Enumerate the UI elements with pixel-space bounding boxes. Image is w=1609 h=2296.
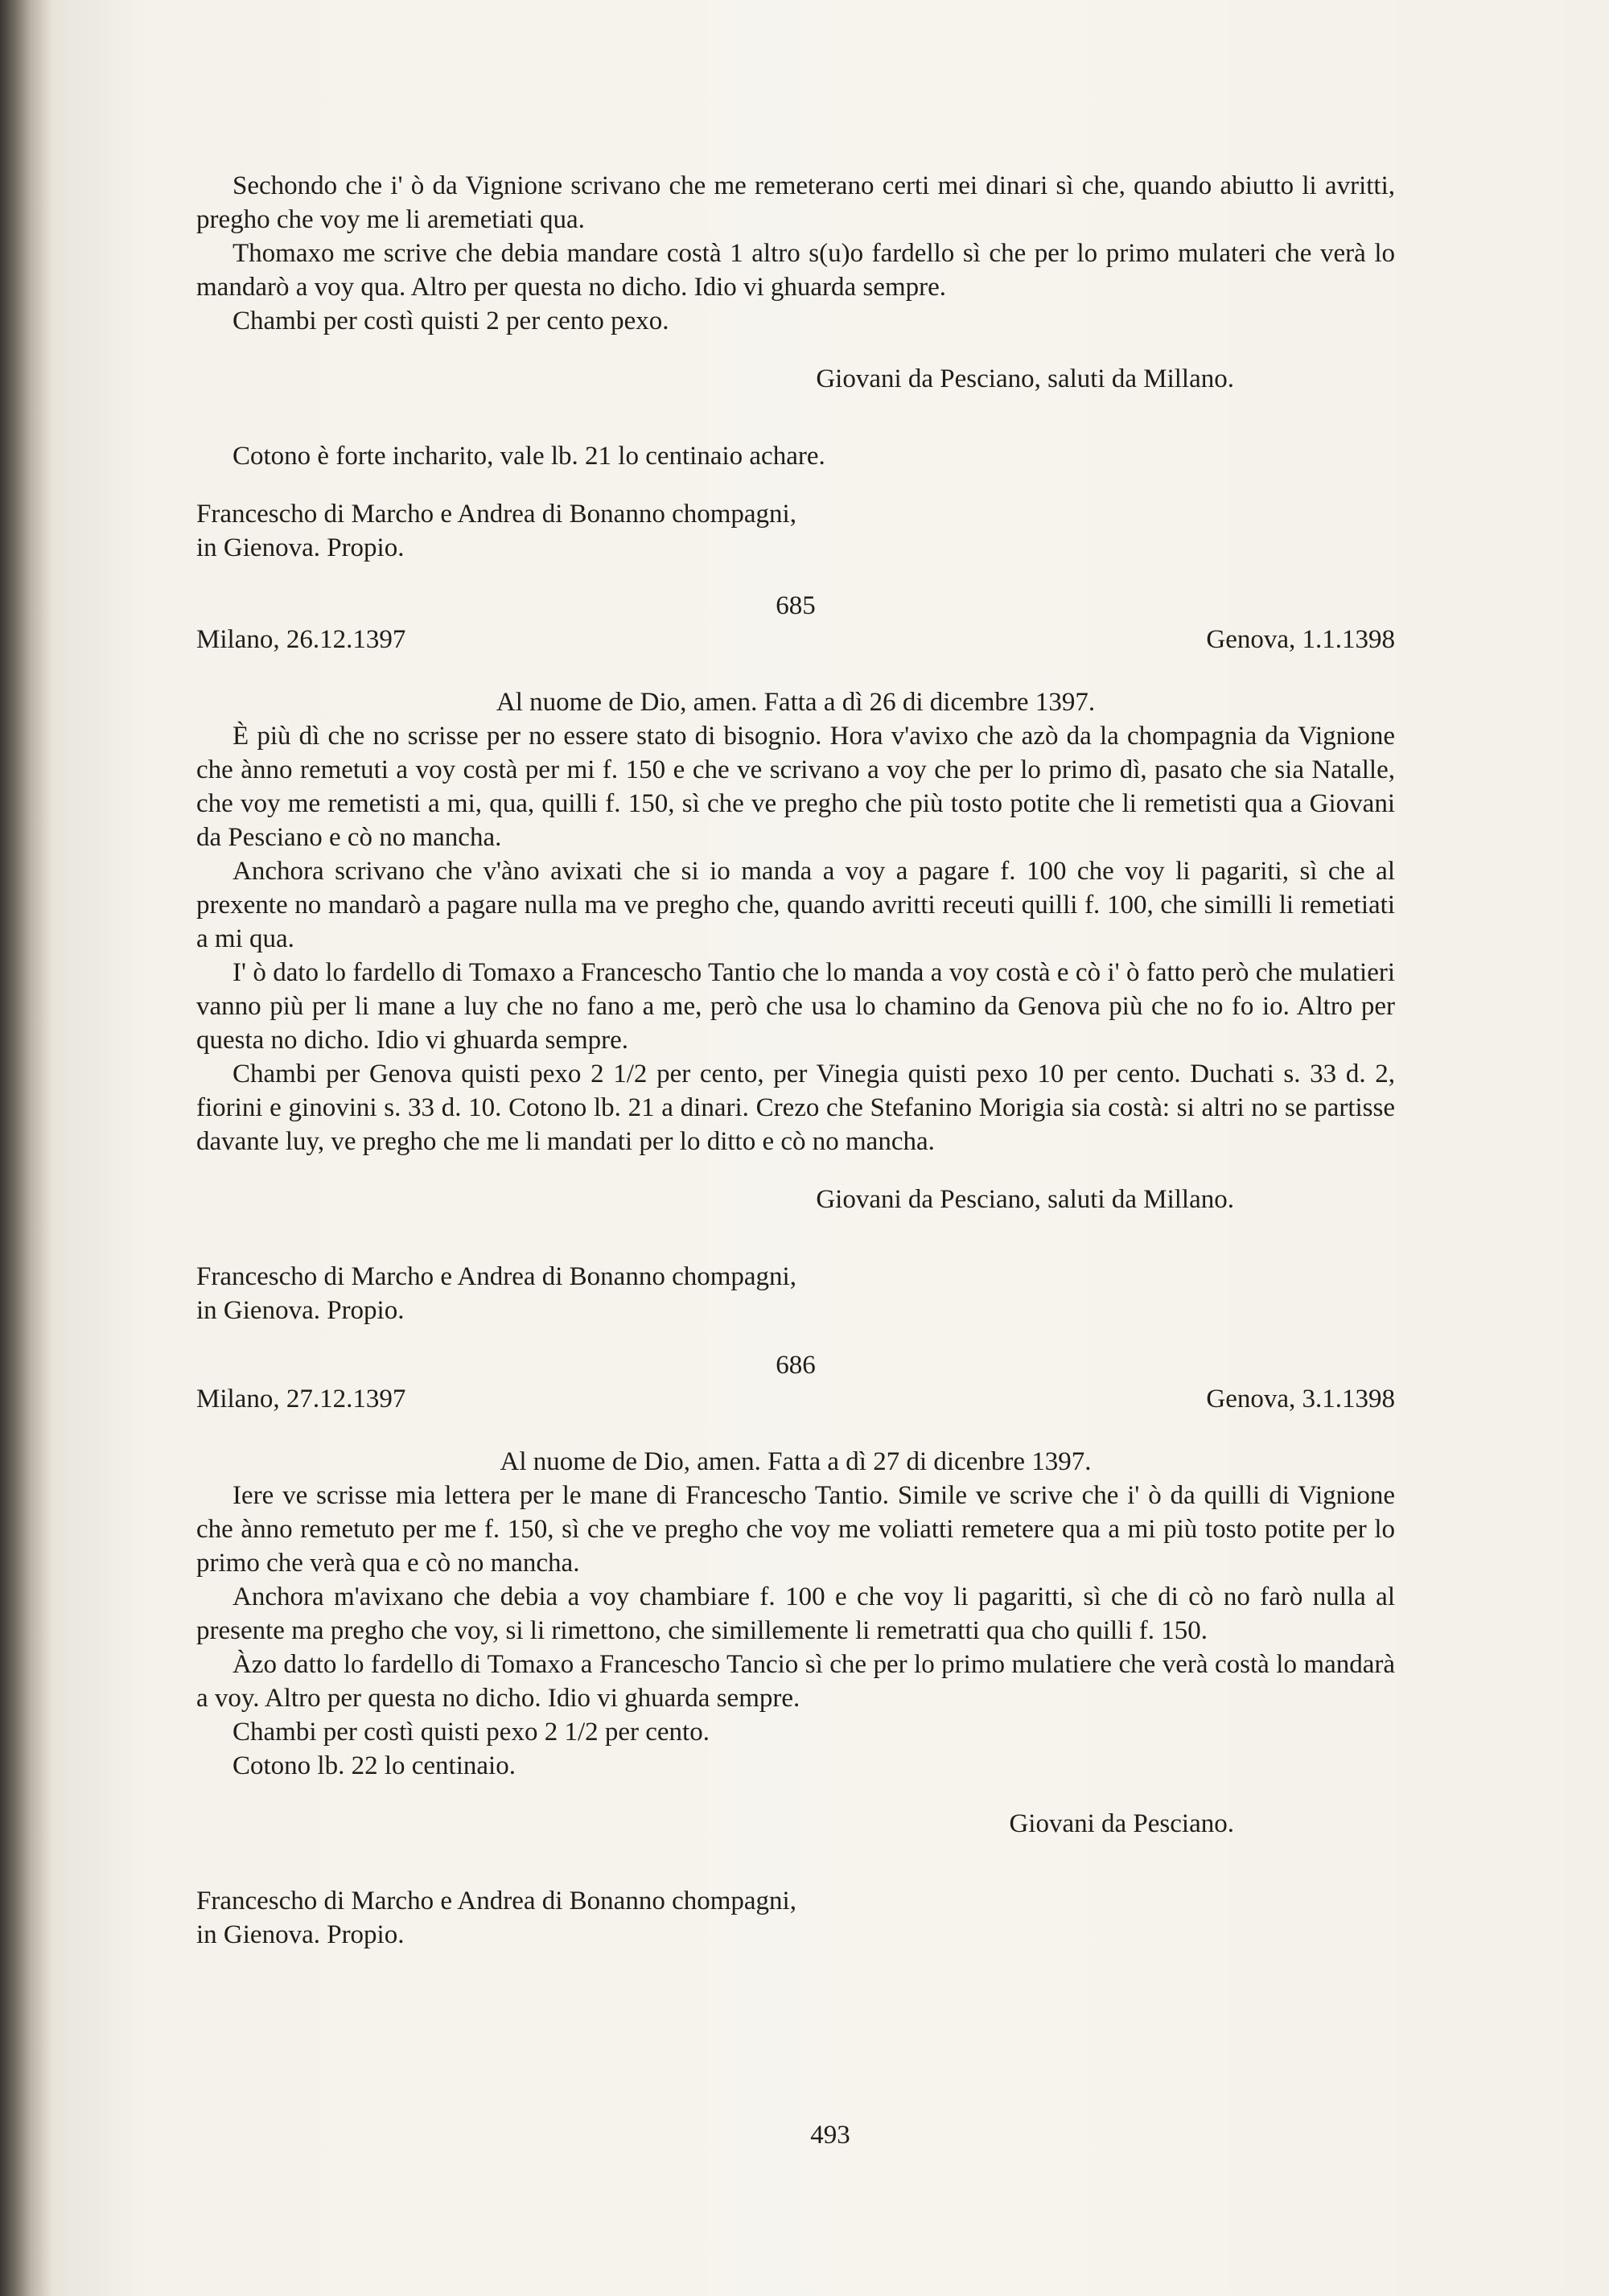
paragraph: Anchora m'avixano che debia a voy chambiare f. 100 e che voy li pagaritti, sì che di cò no farò nulla al presente ma pregho che voy, si li rimettono, che simillemente li remetratti qua cho quilli f. 150. [196, 1582, 1395, 1645]
letter-number: 685 [776, 591, 816, 620]
letter-opening: Al nuome de Dio, amen. Fatta a dì 27 di dicenbre 1397. [500, 1447, 1092, 1476]
paragraph: Thomaxo me scrive che debia mandare costà 1 altro s(u)o fardello sì che per lo primo mulateri che verà lo mandarò a voy qua. Altro per questa no dicho. Idio vi ghuarda sempre. [196, 239, 1395, 302]
signature: Giovani da Pesciano. [1009, 1809, 1234, 1838]
book-spine-shadow [0, 0, 51, 2296]
paragraph: I' ò dato lo fardello di Tomaxo a Francescho Tantio che lo manda a voy costà e cò i' ò fatto però che mulatieri vanno più per li mane a luy che no fano a me, però che usa lo chamino da Genova più che no fo io. Altro per questa no dicho. Idio vi ghuarda sempre. [196, 958, 1395, 1055]
paragraph: Chambi per costì quisti pexo 2 1/2 per cento. [233, 1718, 710, 1747]
paragraph: Chambi per Genova quisti pexo 2 1/2 per cento, per Vinegia quisti pexo 10 per cento. Duchati s. 33 d. 2, fiorini e ginovini s. 33 d. 10. Cotono lb. 21 a dinari. Crezo che Stefanino Morigia sia costà: si altri no se partisse davante luy, ve pregho che me li mandati per lo ditto e cò no mancha. [196, 1060, 1395, 1156]
letter-number: 686 [776, 1351, 816, 1380]
paragraph: Iere ve scrisse mia lettera per le mane di Francescho Tantio. Simile ve scrive che i' ò da quilli di Vignione che ànno remetuto per me f. 150, sì che ve pregho che voy me voliatti remetere qua a mi più tosto potite per lo primo che verà qua e cò no mancha. [196, 1481, 1395, 1578]
paragraph: Àzo datto lo fardello di Tomaxo a Francescho Tancio sì che per lo primo mulatiere che verà costà lo mandarà a voy. Altro per questa no dicho. Idio vi ghuarda sempre. [196, 1650, 1395, 1713]
place-date-to: Genova, 1.1.1398 [1206, 625, 1395, 654]
address-line: Francescho di Marcho e Andrea di Bonanno chompagni, [196, 1262, 796, 1291]
letter-opening: Al nuome de Dio, amen. Fatta a dì 26 di dicembre 1397. [496, 688, 1096, 717]
signature: Giovani da Pesciano, saluti da Millano. [816, 364, 1234, 393]
place-date-from: Milano, 27.12.1397 [196, 1385, 406, 1413]
paragraph: Chambi per costì quisti 2 per cento pexo. [233, 307, 669, 335]
paragraph: Cotono lb. 22 lo centinaio. [233, 1751, 516, 1780]
postscript: Cotono è forte incharito, vale lb. 21 lo centinaio achare. [233, 442, 825, 471]
address-line: in Gienova. Propio. [196, 533, 405, 562]
page-number: 493 [810, 2121, 850, 2150]
letter-header-685 [196, 589, 1395, 685]
letter-header-686 [196, 1348, 1395, 1445]
address-block [196, 1260, 1395, 1327]
signature: Giovani da Pesciano, saluti da Millano. [816, 1185, 1234, 1214]
address-line: in Gienova. Propio. [196, 1296, 405, 1325]
book-page [51, 0, 1609, 2296]
place-date-from: Milano, 26.12.1397 [196, 625, 406, 654]
paragraph: Anchora scrivano che v'àno avixati che si io manda a voy a pagare f. 100 che voy li pagariti, sì che al prexente no mandarò a pagare nulla ma ve pregho che, quando avritti receuti quilli f. 100, che similli li remetiati a mi qua. [196, 857, 1395, 953]
address-block [196, 1884, 1395, 1952]
paragraph: Sechondo che i' ò da Vignione scrivano che me remeterano certi mei dinari sì che, quando abiutto li avritti, pregho che voy me li aremetiati qua. [196, 171, 1395, 234]
paragraph: È più dì che no scrisse per no essere stato di bisognio. Hora v'avixo che azò da la chompagnia da Vignione che ànno remetuti a voy costà per mi f. 150 e che ve scrivano a voy che per lo primo dì, pasato che sia Natalle, che voy me remetisti a mi, qua, quilli f. 150, sì che ve pregho che più tosto potite che li remetisti qua a Giovani da Pesciano e cò no mancha. [196, 722, 1395, 852]
address-block [196, 497, 1395, 565]
address-line: Francescho di Marcho e Andrea di Bonanno chompagni, [196, 1887, 796, 1915]
place-date-to: Genova, 3.1.1398 [1206, 1385, 1395, 1413]
address-line: in Gienova. Propio. [196, 1920, 405, 1949]
address-line: Francescho di Marcho e Andrea di Bonanno chompagni, [196, 500, 796, 529]
letter-684-continuation [196, 169, 1395, 1952]
